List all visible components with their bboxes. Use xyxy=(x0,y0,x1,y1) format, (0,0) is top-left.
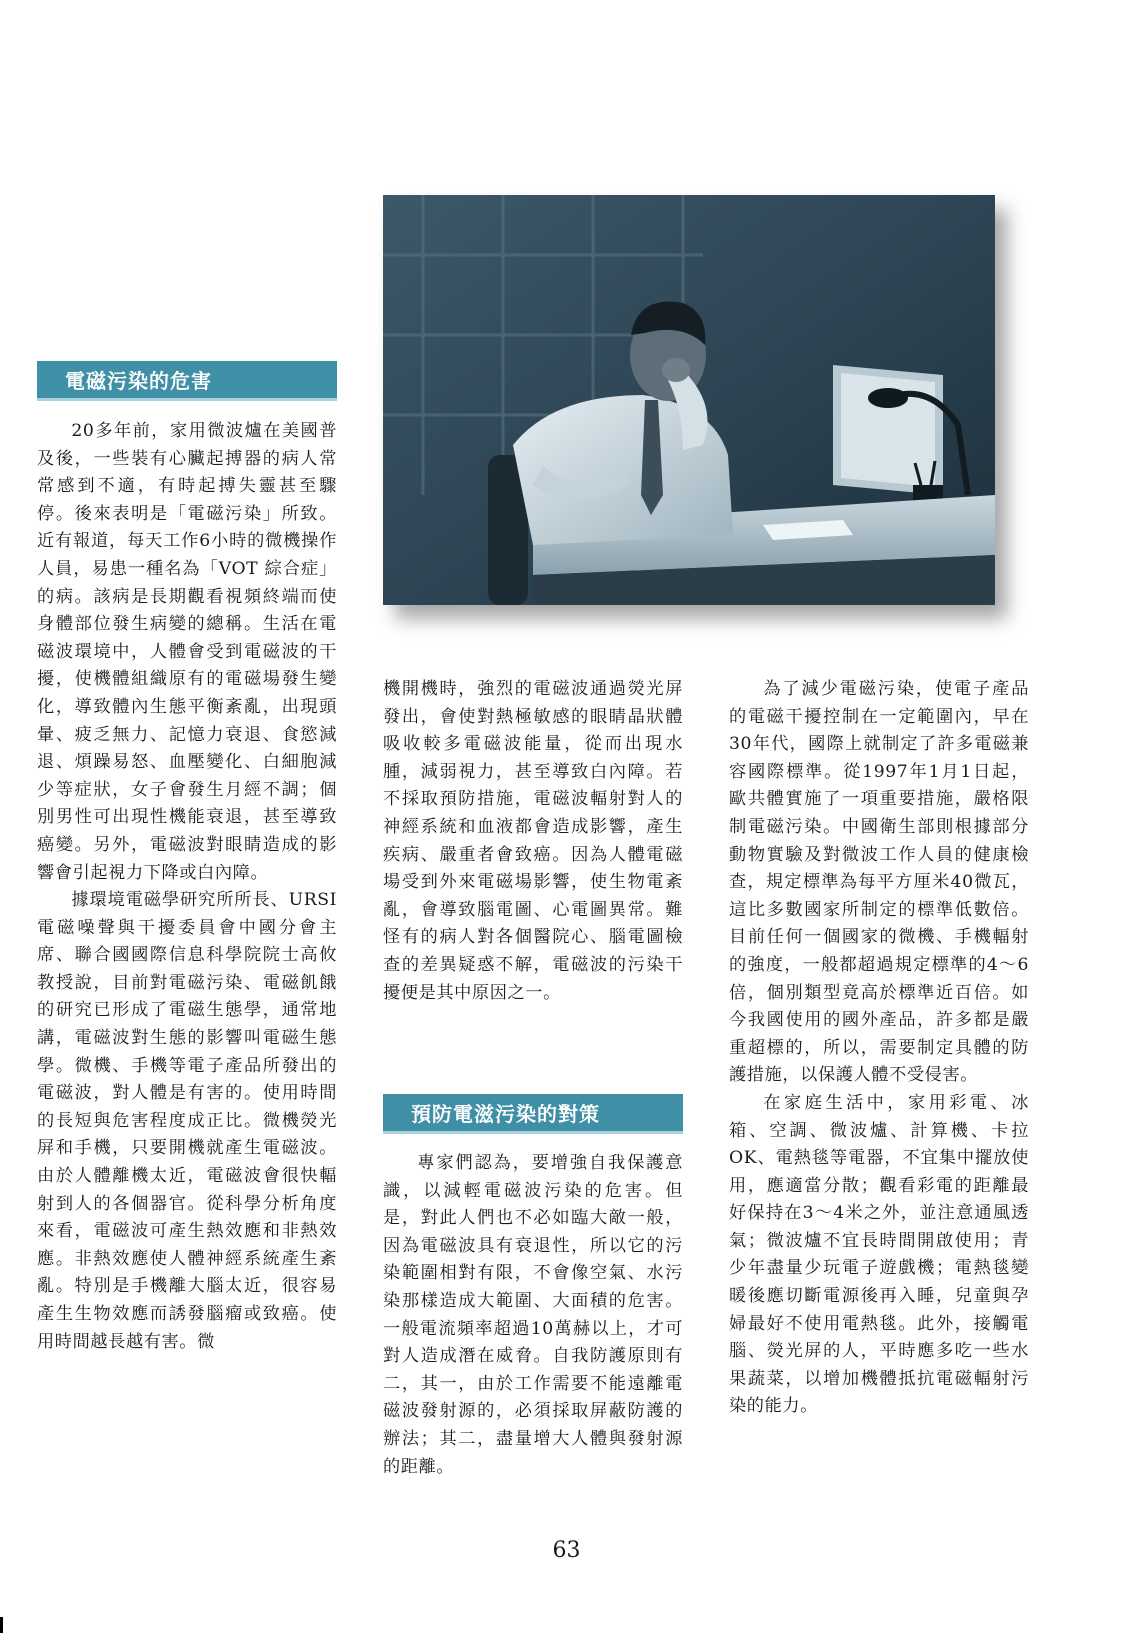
paragraph-continuation: 機開機時，強烈的電磁波通過熒光屏發出，會使對熱極敏感的眼睛晶狀體吸收較多電磁波能量，從而出現水腫，減弱視力，甚至導致白內障。若不採取預防措施，電磁波輻射對人的神經系統和血液都會造成影響，產生疾病、嚴重者會致癌。因為人體電磁場受到外來電磁場影響，使生物電紊亂，會導致腦電圖、心電圖異常。難怪有的病人對各個醫院心、腦電圖檢查的差異疑惑不解，電磁波的污染干擾便是其中原因之一。 xyxy=(383,679,683,1003)
paragraph: 為了減少電磁污染，使電子產品的電磁干擾控制在一定範圍內，早在30年代，國際上就制定了許多電磁兼容國際標準。從1997年1月1日起，歐共體實施了一項重要措施，嚴格限制電磁污染。中國衛生部則根據部分動物實驗及對微波工作人員的健康檢查，規定標準為每平方厘米40微瓦，這比多數國家所制定的標準低數倍。目前任何一個國家的微機、手機輻射的強度，一般都超過規定標準的4～6倍，個別類型竟高於標準近百倍。如今我國使用的國外產品，許多都是嚴重超標的，所以，需要制定具體的防護措施，以保護人體不受侵害。 xyxy=(729,679,1029,1086)
paragraph: 20多年前，家用微波爐在美國普及後，一些裝有心臟起搏器的病人常常感到不適，有時起搏失靈甚至驟停。後來表明是「電磁污染」所致。近有報道，每天工作6小時的微機操作人員，易患一種名為「VOT 綜合症」的病。該病是長期觀看視頻終端而使身體部位發生病變的總稱。生活在電磁波環境中，人體會受到電磁波的干擾，使機體組織原有的電磁場發生變化，導致體內生態平衡紊亂，出現頭暈、疲乏無力、記憶力衰退、食慾減退、煩躁易怒、血壓變化、白細胞減少等症狀，女子會發生月經不調；個別男性可出現性機能衰退，甚至導致癌變。另外，電磁波對眼睛造成的影響會引起視力下降或白內障。 xyxy=(37,421,337,883)
section-heading-hazards: 電磁污染的危害 xyxy=(37,361,337,401)
text-column-1 xyxy=(37,418,337,1356)
text-column-2 xyxy=(383,676,683,1007)
article-photo xyxy=(383,195,995,605)
section-heading-prevention: 預防電滋污染的對策 xyxy=(383,1094,683,1134)
paragraph: 專家們認為，要增強自我保護意識，以減輕電磁波污染的危害。但是，對此人們也不必如臨大敵一般，因為電磁波具有衰退性，所以它的污染範圍相對有限，不會像空氣、水污染那樣造成大範圍、大面積的危害。一般電流頻率超過10萬赫以上，才可對人造成潛在威脅。自我防護原則有二，其一，由於工作需要不能遠離電磁波發射源的，必須採取屏蔽防護的辦法；其二，盡量增大人體與發射源的距離。 xyxy=(383,1153,683,1477)
text-column-3 xyxy=(729,676,1029,1421)
crop-mark xyxy=(0,1617,3,1633)
paragraph: 在家庭生活中，家用彩電、冰箱、空調、微波爐、計算機、卡拉OK、電熱毯等電器，不宜集中擺放使用，應適當分散；觀看彩電的距離最好保持在3～4米之外，並注意通風透氣；微波爐不宜長時間開啟使用；青少年盡量少玩電子遊戲機；電熱毯變暖後應切斷電源後再入睡，兒童與孕婦最好不使用電熱毯。此外，接觸電腦、熒光屏的人，平時應多吃一些水果蔬菜，以增加機體抵抗電磁輻射污染的能力。 xyxy=(729,1092,1029,1417)
paragraph: 據環境電磁學研究所所長、URSI 電磁噪聲與干擾委員會中國分會主席、聯合國國際信息科學院院士高攸教授說，目前對電磁污染、電磁飢餓的研究已形成了電磁生態學，通常地講，電磁波對生態的影響叫電磁生態學。微機、手機等電子產品所發出的電磁波，對人體是有害的。使用時間的長短與危害程度成正比。微機熒光屏和手機，只要開機就產生電磁波。由於人體離機太近，電磁波會很快輻射到人的各個器官。從科學分析角度來看，電磁波可產生熱效應和非熱效應。非熱效應使人體神經系統產生紊亂。特別是手機離大腦太近，很容易產生生物效應而誘發腦瘤或致癌。使用時間越長越有害。微 xyxy=(37,890,337,1352)
text-column-2-lower xyxy=(383,1150,683,1481)
page-number: 63 xyxy=(552,1538,581,1563)
